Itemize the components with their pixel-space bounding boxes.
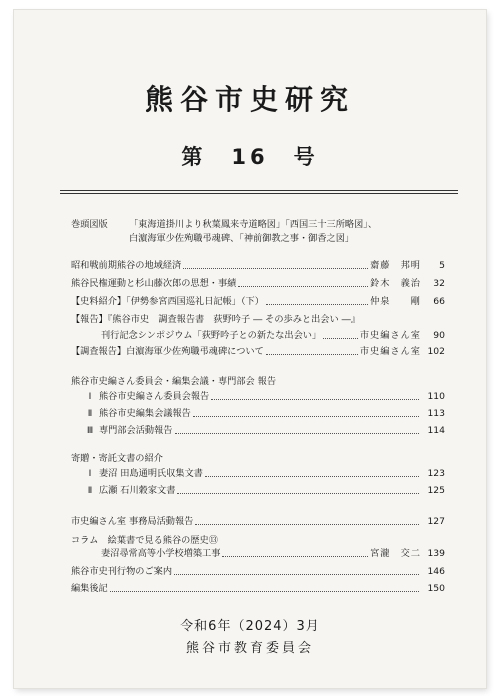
entry-page: 110 bbox=[427, 391, 445, 402]
entry-page: 139 bbox=[427, 548, 445, 559]
entry-author: 仲泉 剛 bbox=[370, 296, 421, 307]
toc-entry bbox=[81, 424, 445, 436]
entry-title: 妻沼 田島通明氏収集文書 bbox=[99, 468, 203, 479]
entry-page: 5 bbox=[439, 260, 445, 271]
entry-page: 150 bbox=[427, 583, 445, 594]
entry-page: 114 bbox=[427, 425, 445, 436]
leader-dots bbox=[205, 476, 419, 477]
entry-title: 市史編さん室 事務局活動報告 bbox=[71, 516, 194, 527]
publication-date: 令和6年（2024）3月 bbox=[180, 619, 320, 634]
leader-dots bbox=[266, 304, 368, 305]
toc-entry-title-line: 【報告】『熊谷市史 調査報告書 荻野吟子 ― その歩みと出会い ―』 bbox=[71, 314, 360, 325]
toc-entry bbox=[81, 407, 445, 419]
toc-entry bbox=[71, 295, 445, 307]
entry-author: 市史編さん室 bbox=[359, 346, 421, 357]
entry-title: 【史料紹介】「伊勢参宮西国巡礼日記帳」（下） bbox=[71, 296, 264, 307]
toc-entry bbox=[71, 345, 445, 357]
toc-entry bbox=[81, 390, 445, 402]
entry-number: Ⅱ bbox=[87, 485, 93, 496]
entry-page: 66 bbox=[433, 296, 445, 307]
entry-title: 熊谷市史編さん委員会報告 bbox=[99, 391, 210, 402]
leader-dots bbox=[175, 433, 420, 434]
entry-author: 鈴木 義治 bbox=[370, 278, 421, 289]
issue-number: 第 16 号 bbox=[181, 145, 319, 169]
toc-entry bbox=[101, 547, 445, 559]
leader-dots bbox=[193, 416, 419, 417]
entry-author: 齋藤 邦明 bbox=[370, 260, 421, 271]
leader-dots bbox=[110, 591, 419, 592]
leader-dots bbox=[323, 338, 358, 339]
entry-page: 146 bbox=[427, 566, 445, 577]
toc-entry bbox=[71, 259, 445, 271]
leader-dots bbox=[174, 574, 419, 575]
entry-page: 113 bbox=[427, 408, 445, 419]
toc-entry bbox=[101, 329, 445, 341]
frontispiece-line-2: 白濵海軍少佐殉職弔魂碑、「神前御教之事・御香之図」 bbox=[129, 233, 355, 244]
entry-number: Ⅰ bbox=[88, 468, 92, 479]
frontispiece-line-1: 「東海道掛川より秋葉鳳来寺道略図」「西国三十三所略図」、 bbox=[129, 219, 378, 230]
toc-entry bbox=[71, 582, 445, 594]
leader-dots bbox=[266, 354, 358, 355]
entry-number: Ⅱ bbox=[87, 408, 93, 419]
committee-heading: 熊谷市史編さん委員会・編集会議・専門部会 報告 bbox=[71, 376, 277, 387]
entry-number: Ⅰ bbox=[88, 391, 92, 402]
leader-dots bbox=[177, 493, 419, 494]
leader-dots bbox=[183, 268, 368, 269]
entry-page: 102 bbox=[427, 346, 445, 357]
leader-dots bbox=[211, 399, 419, 400]
entry-title: 昭和戦前期熊谷の地域経済 bbox=[71, 260, 182, 271]
entry-page: 123 bbox=[427, 468, 445, 479]
column-heading: コラム 絵葉書で見る熊谷の歴史⑬ bbox=[71, 535, 218, 546]
entry-page: 127 bbox=[427, 516, 445, 527]
leader-dots bbox=[222, 556, 368, 557]
entry-title: 編集後記 bbox=[71, 583, 108, 594]
toc-entry bbox=[81, 484, 445, 496]
divider-rule-bottom bbox=[60, 193, 458, 194]
entry-title: 熊谷市史刊行物のご案内 bbox=[71, 566, 173, 577]
entry-title: 熊谷民権運動と杉山藤次郎の思想・事績 bbox=[71, 278, 237, 289]
publisher-name: 熊谷市教育委員会 bbox=[185, 641, 314, 656]
entry-page: 90 bbox=[433, 330, 445, 341]
entry-number: Ⅲ bbox=[86, 425, 94, 436]
booklet-cover bbox=[14, 10, 486, 688]
toc-entry bbox=[71, 565, 445, 577]
entry-title: 【調査報告】白濵海軍少佐殉職弔魂碑について bbox=[71, 346, 264, 357]
divider-rule-top bbox=[60, 190, 458, 191]
entry-page: 32 bbox=[433, 278, 445, 289]
journal-title: 熊谷市史研究 bbox=[144, 83, 355, 116]
toc-entry bbox=[81, 467, 445, 479]
entry-author: 市史編さん室 bbox=[359, 330, 421, 341]
donations-heading: 寄贈・寄託文書の紹介 bbox=[71, 453, 163, 464]
frontispiece-label: 巻頭図版 bbox=[71, 219, 108, 230]
toc-entry bbox=[71, 515, 445, 527]
entry-title: 広瀬 石川穀家文書 bbox=[99, 485, 176, 496]
entry-title: 刊行記念シンポジウム「荻野吟子との新たな出会い」 bbox=[101, 330, 322, 341]
toc-entry bbox=[71, 277, 445, 289]
entry-title: 熊谷市史編集会議報告 bbox=[99, 408, 191, 419]
entry-title: 専門部会活動報告 bbox=[99, 425, 173, 436]
entry-title: 妻沼尋常高等小学校増築工事 bbox=[101, 548, 221, 559]
entry-author: 宮瀧 交二 bbox=[370, 548, 421, 559]
entry-page: 125 bbox=[427, 485, 445, 496]
leader-dots bbox=[238, 286, 368, 287]
leader-dots bbox=[195, 524, 419, 525]
